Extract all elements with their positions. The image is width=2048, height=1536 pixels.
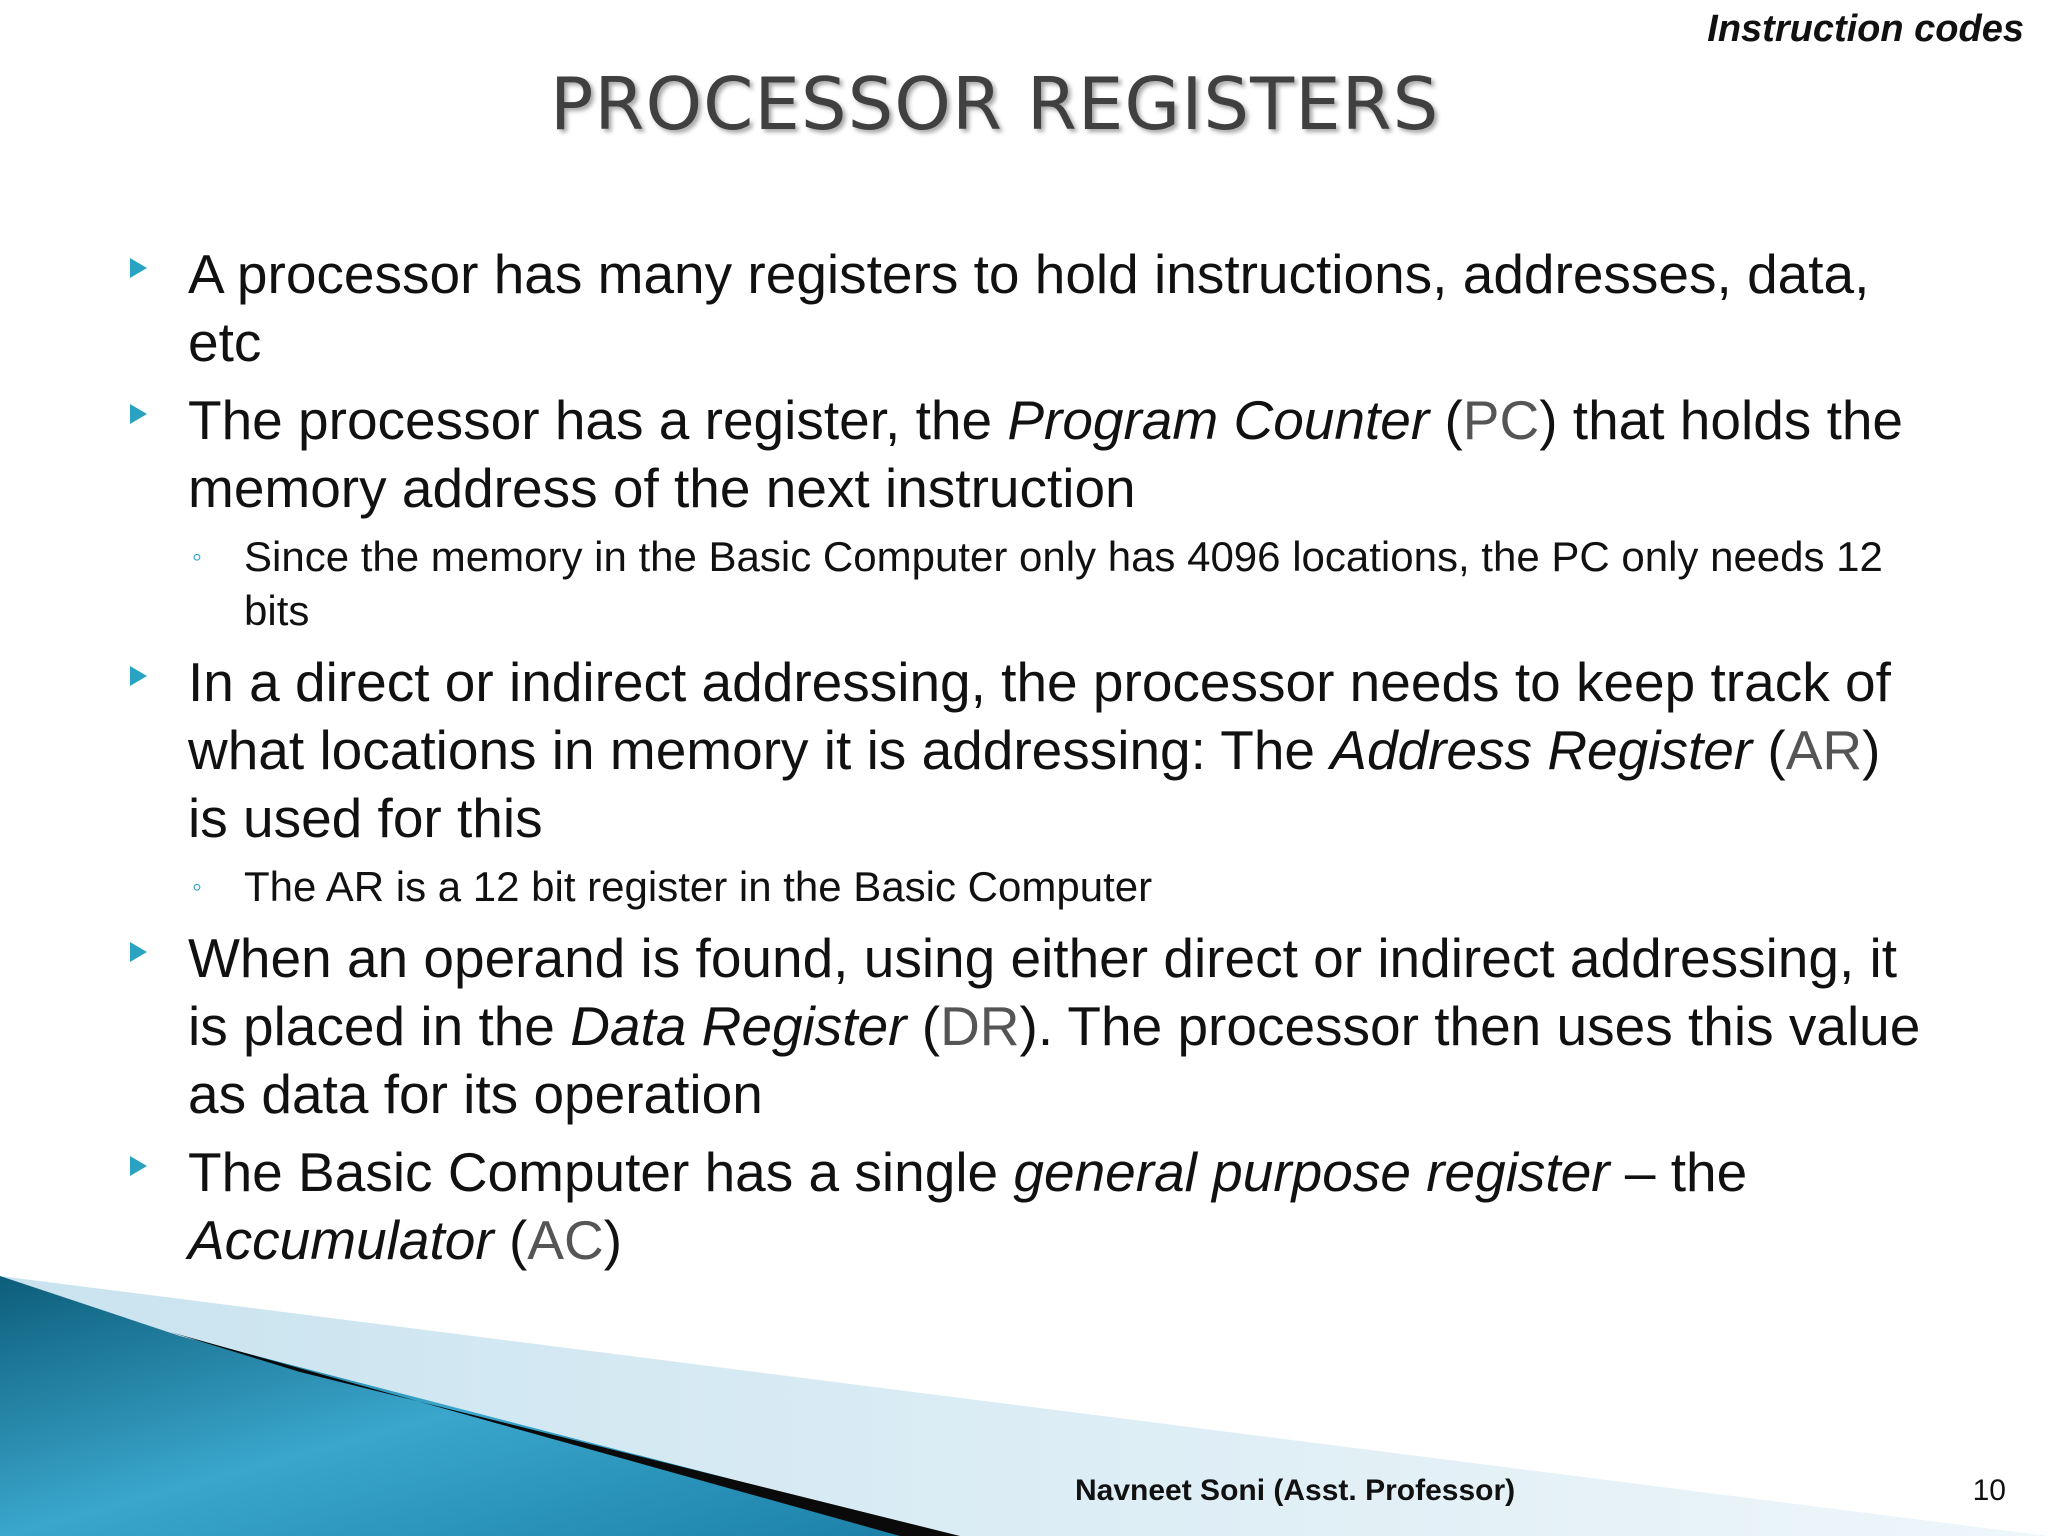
- page-number: 10: [1972, 1474, 2006, 1507]
- bullet-item: [130, 648, 1930, 852]
- abbr-pc: PC: [1462, 389, 1540, 451]
- bullet-list: [130, 240, 1930, 1284]
- sub-bullet-text: Since the memory in the Basic Computer only has 4096 locations, the PC only needs 12 bits: [244, 533, 1883, 634]
- sub-bullet-item: [130, 860, 1930, 914]
- bullet-text: The processor has a register, the: [188, 389, 1008, 451]
- term-general-purpose-register: general purpose register: [1013, 1141, 1610, 1203]
- paren-open: (: [1752, 719, 1786, 781]
- bullet-text-end: ). The processor then uses this value as data for its operation: [188, 995, 1921, 1125]
- bottom-wave-decoration: [0, 1276, 2048, 1536]
- bullet-text: A processor has many registers to hold instructions, addresses, data, etc: [188, 243, 1870, 373]
- term-data-register: Data Register: [570, 995, 907, 1057]
- term-accumulator: Accumulator: [188, 1209, 494, 1271]
- abbr-ar: AR: [1785, 719, 1863, 781]
- term-address-register: Address Register: [1330, 719, 1753, 781]
- section-label: Instruction codes: [1707, 8, 2024, 50]
- circle-bullet-icon: ◦: [192, 541, 202, 572]
- bullet-text-mid: – the: [1609, 1141, 1748, 1203]
- circle-bullet-icon: ◦: [192, 871, 202, 902]
- triangle-bullet-icon: [130, 666, 147, 686]
- bullet-text: When an operand is found, using either direct or indirect addressing, it is placed in the: [188, 927, 1898, 1057]
- paren-open: (: [493, 1209, 528, 1271]
- paren-open: (: [1429, 389, 1463, 451]
- bullet-item: [130, 240, 1930, 376]
- bullet-text-end: ): [603, 1209, 623, 1271]
- sub-bullet-text: The AR is a 12 bit register in the Basic Computer: [244, 863, 1153, 910]
- triangle-bullet-icon: [130, 258, 147, 278]
- bullet-item: [130, 1138, 1930, 1274]
- footer-author: Navneet Soni (Asst. Professor): [1075, 1474, 1516, 1507]
- triangle-bullet-icon: [130, 1156, 147, 1176]
- bullet-item: [130, 924, 1930, 1128]
- triangle-bullet-icon: [130, 942, 147, 962]
- bullet-text: The Basic Computer has a single: [188, 1141, 1014, 1203]
- bullet-text: In a direct or indirect addressing, the processor needs to keep track of what locations in memory it is addressing: The: [188, 651, 1891, 781]
- bullet-text-end: ) is used for this: [188, 719, 1881, 849]
- abbr-dr: DR: [940, 995, 1020, 1057]
- abbr-ac: AC: [527, 1209, 604, 1271]
- term-program-counter: Program Counter: [1007, 389, 1430, 451]
- bullet-text-end: ) that holds the memory address of the next instruction: [188, 389, 1904, 519]
- triangle-bullet-icon: [130, 404, 147, 424]
- paren-open: (: [906, 995, 941, 1057]
- slide-title: PROCESSOR REGISTERS: [550, 62, 1440, 146]
- sub-bullet-item: [130, 530, 1930, 638]
- bullet-item: [130, 386, 1930, 522]
